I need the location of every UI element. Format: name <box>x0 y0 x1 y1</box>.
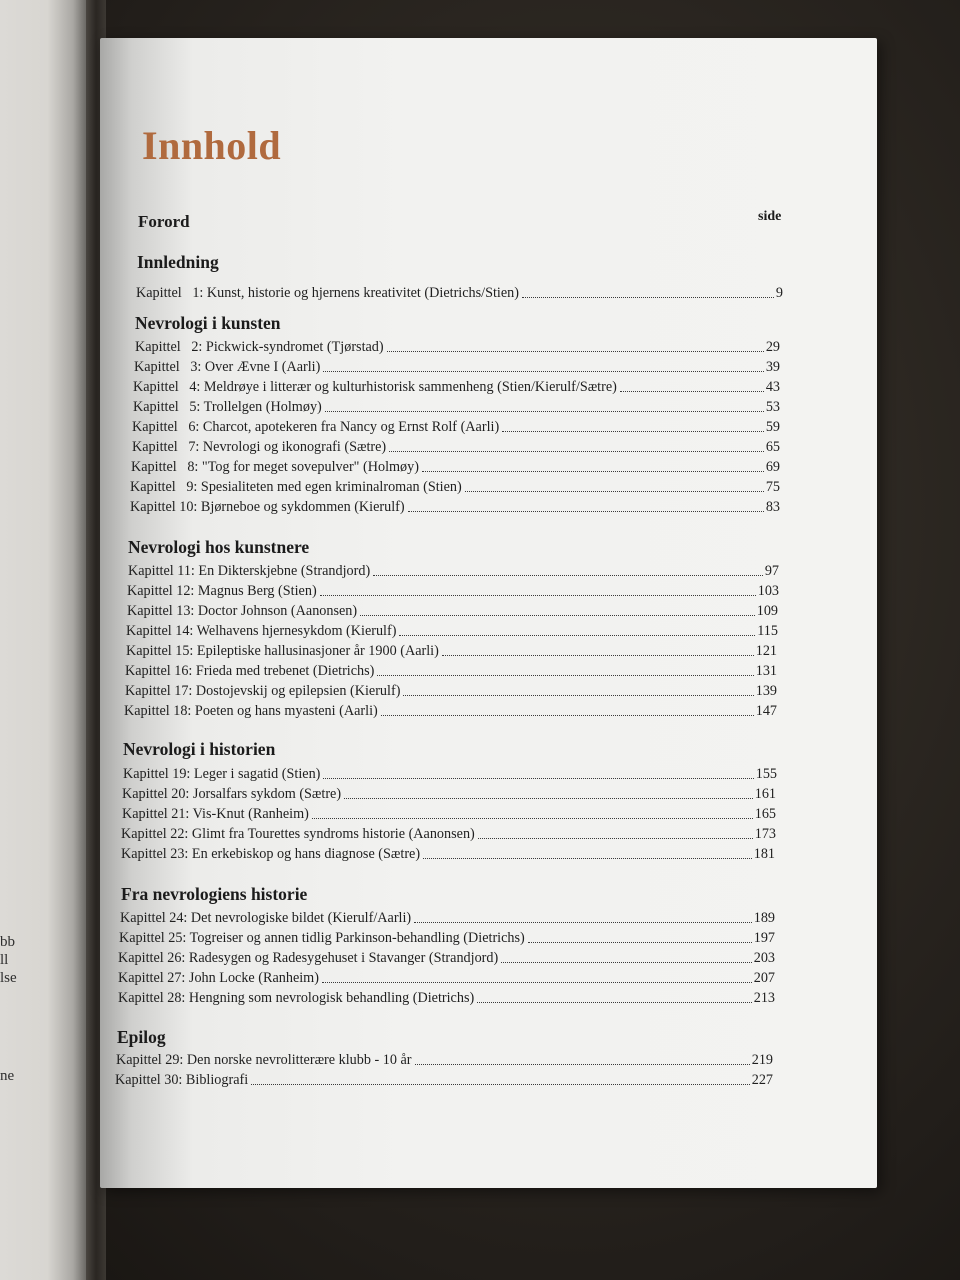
chapter-title: Kapittel 5: Trollelgen (Holmøy) <box>133 399 322 415</box>
dot-leader <box>477 1001 752 1003</box>
page-number: 219 <box>751 1052 773 1068</box>
page-number: 165 <box>754 806 776 822</box>
page-number: 213 <box>753 990 775 1006</box>
dot-leader <box>620 390 764 392</box>
toc-entry <box>121 823 776 843</box>
page-number: 53 <box>765 399 780 415</box>
chapter-title: Kapittel 19: Leger i sagatid (Stien) <box>123 766 321 782</box>
chapter-title: Kapittel 17: Dostojevskij og epilepsien (Kierulf) <box>125 683 401 699</box>
toc-entry <box>125 680 777 700</box>
dot-leader <box>387 350 764 352</box>
toc-entry <box>127 600 778 620</box>
chapter-title: Kapittel 8: "Tog for meget sovepulver" (Holmøy) <box>131 459 419 475</box>
toc-entry <box>131 456 780 476</box>
chapter-title: Kapittel 25: Togreiser og annen tidlig Parkinson-behandling (Dietrichs) <box>119 930 525 946</box>
chapter-title: Kapittel 14: Welhavens hjernesykdom (Kierulf) <box>126 623 397 639</box>
left-page-fragment: bb <box>0 934 15 950</box>
dot-leader <box>414 921 752 923</box>
left-page-fragment: ne <box>0 1068 15 1084</box>
dot-leader <box>408 510 764 512</box>
left-page-fragment: ll <box>0 952 9 968</box>
chapter-title: Kapittel 28: Hengning som nevrologisk behandling (Dietrichs) <box>118 990 475 1006</box>
toc-entry <box>121 843 775 863</box>
page-number: 203 <box>753 950 775 966</box>
toc-entry <box>118 987 775 1007</box>
toc-entry <box>116 1049 773 1069</box>
toc-entry <box>120 907 775 927</box>
page-number: 161 <box>754 786 776 802</box>
page-number: 109 <box>756 603 778 619</box>
toc-entry <box>126 640 777 660</box>
dot-leader <box>344 797 753 799</box>
chapter-title: Kapittel 18: Poeten og hans myasteni (Aarli) <box>124 703 378 719</box>
dot-leader <box>501 961 752 963</box>
dot-leader <box>399 634 755 636</box>
dot-leader <box>403 694 753 696</box>
chapter-title: Kapittel 12: Magnus Berg (Stien) <box>127 583 317 599</box>
chapter-title: Kapittel 26: Radesygen og Radesygehuset i Stavanger (Strandjord) <box>118 950 499 966</box>
page-number: 69 <box>765 459 780 475</box>
page-number: 9 <box>775 285 783 301</box>
dot-leader <box>312 817 753 819</box>
page-number: 173 <box>754 826 776 842</box>
dot-leader <box>377 674 753 676</box>
page-number: 59 <box>765 419 780 435</box>
page-number: 131 <box>755 663 777 679</box>
toc-entry <box>123 763 777 783</box>
chapter-title: Kapittel 27: John Locke (Ranheim) <box>118 970 319 986</box>
dot-leader <box>415 1063 750 1065</box>
dot-leader <box>389 450 764 452</box>
page-number: 65 <box>765 439 780 455</box>
forord-heading: Forord <box>138 212 190 231</box>
dot-leader <box>373 574 763 576</box>
toc-entry <box>130 476 780 496</box>
page-number: 83 <box>765 499 780 515</box>
chapter-title: Kapittel 21: Vis-Knut (Ranheim) <box>122 806 309 822</box>
dot-leader <box>381 714 754 716</box>
chapter-title: Kapittel 10: Bjørneboe og sykdommen (Kierulf) <box>130 499 405 515</box>
toc-entry <box>115 1069 773 1089</box>
dot-leader <box>465 490 764 492</box>
toc-entry <box>133 396 780 416</box>
page-number: 29 <box>765 339 780 355</box>
section-heading: Epilog <box>117 1027 166 1047</box>
chapter-title: Kapittel 6: Charcot, apotekeren fra Nancy og Ernst Rolf (Aarli) <box>132 419 500 435</box>
page-number: 189 <box>753 910 775 926</box>
toc-entry <box>122 803 776 823</box>
page-number: 227 <box>751 1072 773 1088</box>
page-column-label: side <box>758 209 782 224</box>
dot-leader <box>522 296 774 298</box>
toc-entry <box>122 783 776 803</box>
toc-entry <box>130 496 780 516</box>
section-heading: Nevrologi hos kunstnere <box>128 537 310 557</box>
chapter-title: Kapittel 30: Bibliografi <box>115 1072 249 1088</box>
section-heading: Innledning <box>137 252 219 272</box>
toc-entry <box>133 376 780 396</box>
chapter-title: Kapittel 4: Meldrøye i litterær og kulturhistorisk sammenheng (Stien/Kierulf/Sætre) <box>133 379 617 395</box>
toc-entry <box>134 356 780 376</box>
chapter-title: Kapittel 15: Epileptiske hallusinasjoner år 1900 (Aarli) <box>126 643 439 659</box>
dot-leader <box>528 941 752 943</box>
toc-entry <box>135 336 780 356</box>
chapter-title: Kapittel 9: Spesialiteten med egen kriminalroman (Stien) <box>130 479 462 495</box>
toc-entry <box>119 927 775 947</box>
left-page-fragment: lse <box>0 970 17 986</box>
dot-leader <box>442 654 754 656</box>
toc-entry <box>125 660 777 680</box>
page-number: 181 <box>753 846 775 862</box>
page-number: 147 <box>755 703 777 719</box>
dot-leader <box>478 837 753 839</box>
section-heading: Nevrologi i historien <box>123 739 276 759</box>
toc-entry <box>126 620 778 640</box>
chapter-title: Kapittel 20: Jorsalfars sykdom (Sætre) <box>122 786 342 802</box>
dot-leader <box>360 614 755 616</box>
page-number: 43 <box>765 379 780 395</box>
chapter-title: Kapittel 23: En erkebiskop og hans diagnose (Sætre) <box>121 846 421 862</box>
dot-leader <box>423 857 752 859</box>
chapter-title: Kapittel 7: Nevrologi og ikonografi (Sætre) <box>132 439 387 455</box>
toc-entry <box>132 416 780 436</box>
page-number: 155 <box>755 766 777 782</box>
page-number: 115 <box>757 623 778 639</box>
dot-leader <box>251 1083 750 1085</box>
dot-leader <box>323 777 753 779</box>
dot-leader <box>320 594 756 596</box>
dot-leader <box>323 370 763 372</box>
chapter-title: Kapittel 29: Den norske nevrolitterære klubb - 10 år <box>116 1052 412 1068</box>
toc-entry <box>124 700 777 720</box>
dot-leader <box>422 470 764 472</box>
section-heading: Fra nevrologiens historie <box>121 884 308 904</box>
section-heading: Nevrologi i kunsten <box>135 313 281 333</box>
toc-entry <box>118 967 775 987</box>
page-number: 139 <box>755 683 777 699</box>
page-number: 197 <box>753 930 775 946</box>
dot-leader <box>325 410 764 412</box>
chapter-title: Kapittel 13: Doctor Johnson (Aanonsen) <box>127 603 358 619</box>
page-number: 97 <box>764 563 779 579</box>
chapter-title: Kapittel 2: Pickwick-syndromet (Tjørstad) <box>135 339 384 355</box>
chapter-title: Kapittel 11: En Dikterskjebne (Strandjord) <box>128 563 371 579</box>
dot-leader <box>322 981 752 983</box>
page-number: 75 <box>765 479 780 495</box>
chapter-title: Kapittel 16: Frieda med trebenet (Dietrichs) <box>125 663 375 679</box>
page-number: 121 <box>755 643 777 659</box>
page-number: 207 <box>753 970 775 986</box>
page-number: 103 <box>757 583 779 599</box>
chapter-title: Kapittel 22: Glimt fra Tourettes syndroms historie (Aanonsen) <box>121 826 475 842</box>
toc-entry <box>128 560 779 580</box>
toc-entry <box>118 947 775 967</box>
toc-entry <box>136 282 783 302</box>
page-number: 39 <box>765 359 780 375</box>
chapter-title: Kapittel 24: Det nevrologiske bildet (Kierulf/Aarli) <box>120 910 412 926</box>
chapter-title: Kapittel 1: Kunst, historie og hjernens kreativitet (Dietrichs/Stien) <box>136 285 519 301</box>
page-title: Innhold <box>142 123 282 168</box>
dot-leader <box>502 430 764 432</box>
toc-entry <box>127 580 779 600</box>
left-page <box>0 0 86 1280</box>
chapter-title: Kapittel 3: Over Ævne I (Aarli) <box>134 359 321 375</box>
toc-entry <box>132 436 780 456</box>
